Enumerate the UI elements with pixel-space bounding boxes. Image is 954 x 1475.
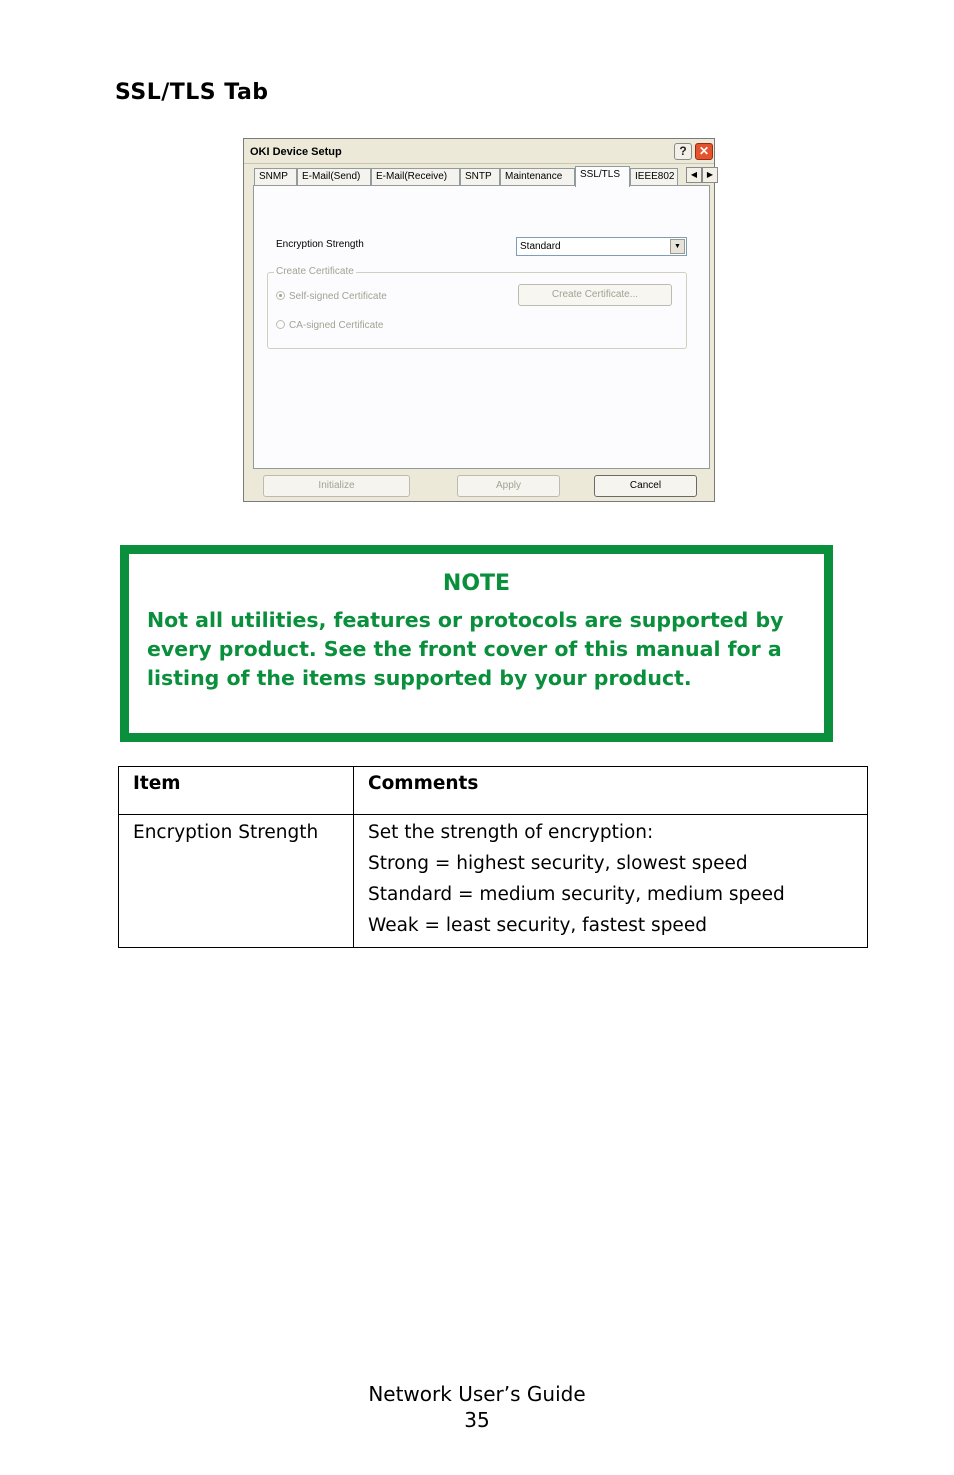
comment-line: Set the strength of encryption: <box>368 822 654 843</box>
encryption-strength-select[interactable] <box>516 237 687 256</box>
initialize-button[interactable]: Initialize <box>263 475 410 497</box>
encryption-strength-label: Encryption Strength <box>276 239 364 250</box>
tab-strip <box>254 166 714 186</box>
ssl-tls-panel <box>253 185 710 469</box>
apply-button[interactable]: Apply <box>457 475 560 497</box>
tab-scroll-right-icon[interactable]: ▶ <box>702 167 718 183</box>
chevron-down-icon[interactable]: ▼ <box>670 239 685 254</box>
note-title: NOTE <box>442 571 511 596</box>
comment-line: Standard = medium security, medium speed <box>368 884 785 905</box>
self-signed-radio[interactable] <box>276 291 387 302</box>
tab-email-send[interactable]: E-Mail(Send) <box>297 168 371 185</box>
header-item: Item <box>119 767 354 815</box>
tab-sntp[interactable]: SNTP <box>460 168 500 185</box>
note-text: Not all utilities, features or protocols are supported by every product. See the front cover of this manual for a listing of the items supported by your product. <box>147 608 784 690</box>
comment-line: Weak = least security, fastest speed <box>368 915 707 936</box>
create-certificate-button[interactable]: Create Certificate... <box>518 284 672 306</box>
radio-unselected-icon <box>276 320 285 329</box>
ca-signed-label: CA-signed Certificate <box>289 320 384 331</box>
section-heading: SSL/TLS Tab <box>115 80 269 105</box>
ca-signed-radio[interactable] <box>276 320 383 331</box>
table-header-row <box>119 767 868 815</box>
comment-line: Strong = highest security, slowest speed <box>368 853 748 874</box>
help-button[interactable]: ? <box>674 143 692 160</box>
dialog-titlebar <box>244 139 714 164</box>
encryption-strength-value: Standard <box>520 241 561 252</box>
tab-email-receive[interactable]: E-Mail(Receive) <box>371 168 460 185</box>
items-table <box>118 766 868 948</box>
tab-ssl-tls[interactable]: SSL/TLS <box>575 166 630 187</box>
create-certificate-group <box>267 266 687 349</box>
cancel-button[interactable]: Cancel <box>594 475 697 497</box>
tab-maintenance[interactable]: Maintenance <box>500 168 575 185</box>
tab-scroll-left-icon[interactable]: ◀ <box>686 167 702 183</box>
table-row <box>119 815 868 948</box>
page-footer <box>0 1381 954 1433</box>
radio-selected-icon <box>276 291 285 300</box>
footer-title: Network User’s Guide <box>368 1382 586 1406</box>
header-comments: Comments <box>354 767 868 815</box>
create-certificate-legend: Create Certificate <box>276 266 354 277</box>
tab-scroll-arrows <box>686 167 718 183</box>
close-button[interactable]: ✕ <box>695 143 713 160</box>
note-box <box>120 545 833 742</box>
row-item-text: Encryption Strength <box>133 822 319 843</box>
device-setup-dialog <box>243 138 715 502</box>
self-signed-label: Self-signed Certificate <box>289 291 387 302</box>
row-item <box>119 815 354 948</box>
dialog-title: OKI Device Setup <box>250 146 342 158</box>
page-number: 35 <box>464 1408 490 1432</box>
tab-snmp[interactable]: SNMP <box>254 168 297 185</box>
tab-ieee802[interactable]: IEEE802 <box>630 168 678 185</box>
row-comments <box>354 815 868 948</box>
